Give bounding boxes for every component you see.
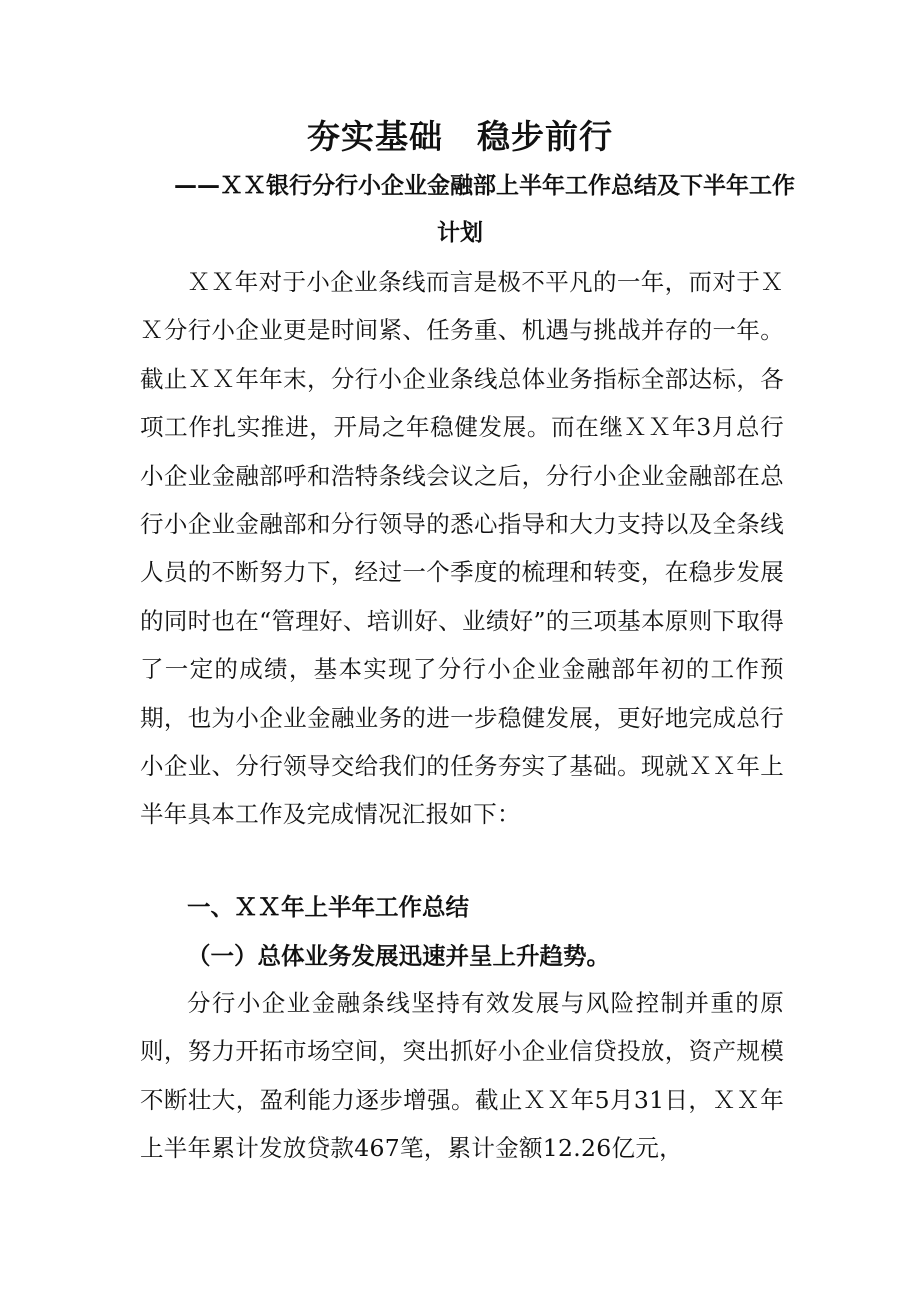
- body-paragraph: 分行小企业金融条线坚持有效发展与风险控制并重的原则，努力开拓市场空间，突出抓好小企业信贷投放，资产规模不断壮大，盈利能力逐步增强。截止ＸＸ年5月31日，ＸＸ年上半年累计发放贷款467笔，累计金额12.26亿元，: [140, 989, 784, 1163]
- document-subtitle-line2: 计划: [437, 220, 483, 246]
- section-heading: 一、ＸＸ年上半年工作总结: [187, 893, 469, 921]
- subsection-heading: （一）总体业务发展迅速并呈上升趋势。: [187, 942, 610, 970]
- document-title: 夯实基础 稳步前行: [307, 117, 613, 156]
- document-subtitle-line1: ——ＸＸ银行分行小企业金融部上半年工作总结及下半年工作: [174, 173, 795, 199]
- intro-paragraph: ＸＸ年对于小企业条线而言是极不平凡的一年，而对于ＸＸ分行小企业更是时间紧、任务重、机遇与挑战并存的一年。截止ＸＸ年年末，分行小企业条线总体业务指标全部达标，各项工作扎实推进，开局之年稳健发展。而在继ＸＸ年3月总行小企业金融部呼和浩特条线会议之后，分行小企业金融部在总行小企业金融部和分行领导的悉心指导和大力支持以及全条线人员的不断努力下，经过一个季度的梳理和转变，在稳步发展的同时也在“管理好、培训好、业绩好”的三项基本原则下取得了一定的成绩，基本实现了分行小企业金融部年初的工作预期，也为小企业金融业务的进一步稳健发展，更好地完成总行小企业、分行领导交给我们的任务夯实了基础。现就ＸＸ年上半年具本工作及完成情况汇报如下：: [140, 268, 784, 829]
